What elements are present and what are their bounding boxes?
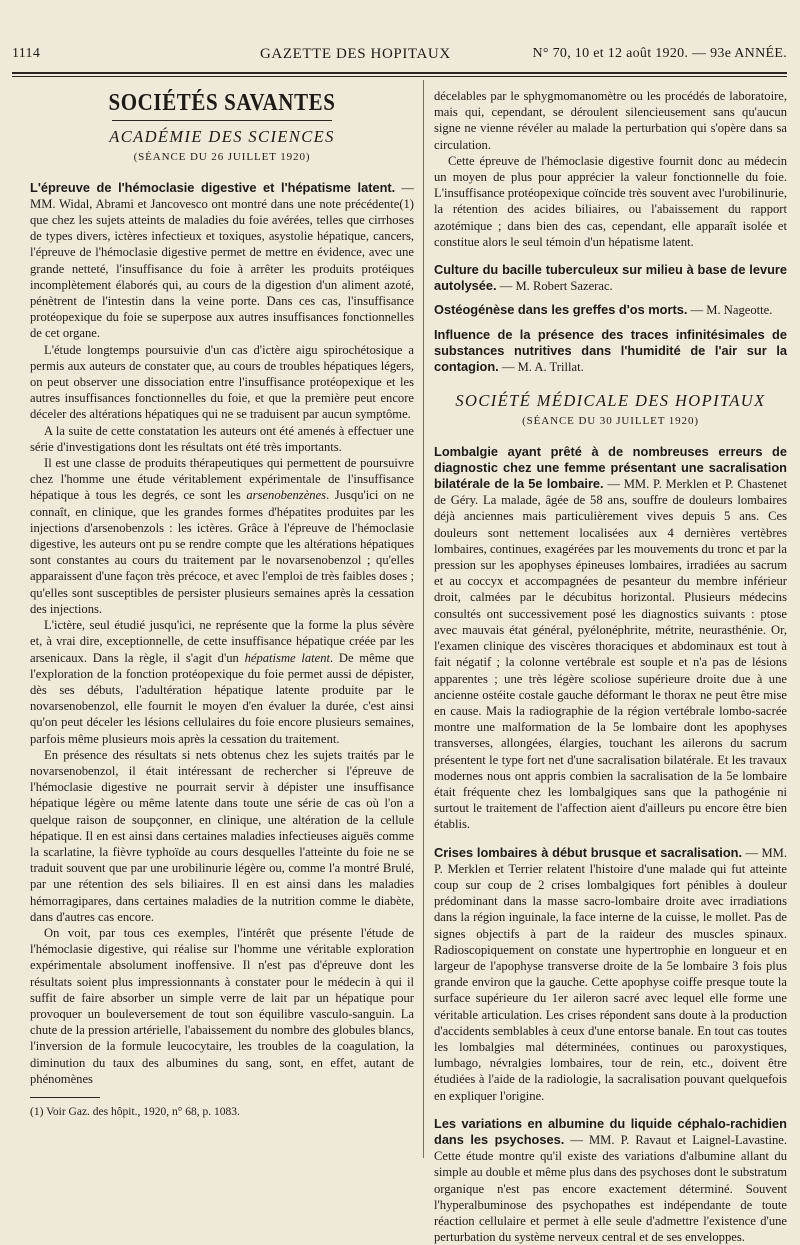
- article-hemoclasie: [30, 180, 414, 342]
- paragraph: L'étude longtemps poursuivie d'un cas d'ictère aigu spirochétosique a permis aux auteurs de constater que, au cours de troubles hépatiques légers, on peut observer une dissociation entre l'insuffisance protéopexique et les autres insuffisances fonctionnelles du foie, et que la première peut encore déceler des altérations hépatiques qui ne se traduisent par aucun symptôme.: [30, 342, 414, 422]
- footnote: (1) Voir Gaz. des hôpit., 1920, n° 68, p. 1083.: [30, 1105, 240, 1118]
- column-divider: [423, 80, 424, 1158]
- article-influence: [434, 327, 787, 376]
- article-body: — MM. P. Ravaut et Laignel-Lavastine. Cette étude montre qu'il existe des variations d'albumine allant du simple au double et même plus dans des psychoses dont le substratum organique n'est pas encore exactement déterminé. Souvent l'hyperalbuminose des psychopathes est indépendante de toute réaction cellulaire et permet à elle seule d'admettre l'existence d'une perturbation du système nerveux central et de ses enveloppes.: [434, 1132, 787, 1245]
- text-run: . De même que l'exploration de la fonction protéopexique du foie permet aussi de dépister, dès ses débuts, l'adultération hépatique latente produite par le novarsenobenzol, elle fournit le moyen d'en évaluer la durée, c'est ainsi qu'on peut déceler les lésions cellulaires du foie encore plusieurs semaines, parfois même plusieurs mois après la cessation du traitement.: [30, 650, 414, 746]
- italic-term: hépatisme latent: [244, 650, 331, 665]
- article-authors: — M. Nageotte.: [687, 303, 773, 318]
- paragraph: [30, 455, 414, 617]
- issue-info: N° 70, 10 et 12 août 1920. — 93e ANNÉE.: [532, 46, 787, 61]
- right-column: [434, 88, 787, 1245]
- text-run: Il est une classe de produits thérapeutiques qui permettent de poursuivre chez l'homme une étude véritablement expérimentale de l'insuffisance hépatique à tous les degrés, ce sont les: [30, 456, 414, 503]
- paragraph: [30, 617, 414, 747]
- paragraph: décelables par le sphygmomanomètre ou les procédés de laboratoire, mais qui, cependant, se déroulent silencieusement sans qu'aucun signe ne vienne révéler au malade la perturbation qui s'opère dans sa circulation.: [434, 89, 787, 152]
- article-body: — MM. P. Merklen et P. Chastenet de Géry. La malade, âgée de 58 ans, souffre de douleurs lombaires déjà anciennes mais particulièrement vives depuis 5 ans. Ces douleurs sont nettement localisées aux 4 dernières vertèbres lombaires, continues, exagérées par les mouvements du tronc et par la pression sur les apophyses épineuses lombaires, irradiées au sacrum et au coccyx et accompagnées de pesanteur du membre inférieur droit, calmées par le décubitus horizontal. Plusieurs médecins consultés ont successivement posé les diagnostics suivants : ptose avec mauvais état général, pyélonéphrite, métrite, neurasthénie. Or, l'examen clinique des viscères thoraciques et abdominaux est tout à fait négatif ; la colonne vertébrale est souple et n'a pas de lésions apparentes ; une très légère scoliose supérieure droite due à une ancienne ostéite costale gauche déformant le thorax ne peut être mise en cause. Mais la radiographie de la région vertébrale lombo-sacrée montre une malformation de la 5e lombaire dont les apophyses transverses, allongées, élargies, touchant les ailerons du sacrum présentent le type fort net d'une sacralisation bilatérale. Et les travaux modernes nous ont appris combien la sacralisation de la 5e lombaire était fréquente chez les lombalgiques sans que la pathogénie ni surtout le traitement de l'affection aient d'ailleurs pu encore être bien établis.: [434, 477, 787, 832]
- section-rule: [112, 120, 332, 121]
- article-crises: [434, 845, 787, 1104]
- article-title: Ostéogénèse dans les greffes d'os morts.: [434, 302, 688, 318]
- paragraph: A la suite de cette constatation les auteurs ont été amenés à effectuer une série d'investigations dont les résultats ont été très importants.: [30, 423, 414, 454]
- article-osteogenese: [434, 302, 787, 318]
- text-run: L'ictère, seul étudié jusqu'ici, ne représente que la forme la plus sévère et, à vrai dire, exceptionnelle, de cette insuffisance hépatique créée par les arsenicaux. Dans la règle, il s'agit d'un: [30, 618, 414, 665]
- journal-title: GAZETTE DES HOPITAUX: [260, 46, 451, 62]
- academie-seance: (SÉANCE DU 26 JUILLET 1920): [133, 151, 311, 164]
- text-run: . Jusqu'ici on ne connaît, en clinique, que les grandes formes d'hépatites produites par les injections d'arsenobenzols : les ictères. Grâce à l'épreuve de l'hémoclasie digestive, les auteurs ont pu se rendre compte que les altérations hépatiques sont constantes au cours du traitement par le novarsenobenzol ; qu'elles apparaissent d'une façon très précoce, et avec l'emploi de très faibles doses ; qu'elles sont susceptibles de persister plusieurs semaines après la cessation des injections.: [30, 488, 414, 616]
- article-authors: — M. Robert Sazerac.: [496, 279, 613, 294]
- article-body: — MM. P. Merklen et Terrier relatent l'histoire d'une malade qui fut atteinte coup sur coup de 2 crises lombalgiques fort pénibles à douleur prédominant dans la masse sacro-lombaire droite avec irradiations dans la région inguinale, la face interne de la cuisse, le mollet. Pas de signes objectifs à part de la raideur des muscles spinaux. Radioscopiquement on constate une hypertrophie en longueur et en largeur de l'apophyse transverse droite de la 5e lombaire 3 fois plus grande environ que la gauche. Cette apophyse coiffe presque toute la surface supérieure du 1er aileron sacré avec lequel elle forme une véritable articulation. Les crises répondent sans doute à la production d'accidents semblables à ceux d'une entorse banale. En tout cas toutes les lombalgies mal déterminées, continues ou paroxystiques, lumbago, névralgies lombaires, tour de rein, etc., doivent être étudiées à l'aide de la radiologie, la sacralisation pouvant quelquefois en expliquer l'origine.: [434, 845, 787, 1103]
- page-number: 1114: [12, 46, 41, 61]
- footnote-rule: [30, 1097, 100, 1098]
- article-culture: [434, 262, 787, 294]
- article-title: Les variations en albumine du liquide céphalo-rachidien dans les psychoses.: [434, 1115, 787, 1147]
- article-title: Lombalgie ayant prêté à de nombreuses erreurs de diagnostic chez une femme présentant une sacralisation bilatérale de la 5e lombaire.: [434, 443, 787, 492]
- article-title: Influence de la présence des traces infinitésimales de substances nutritives dans l'humidité de l'air sur la contagion.: [434, 326, 787, 375]
- left-column: [30, 88, 414, 1158]
- paragraph: Cette épreuve de l'hémoclasie digestive fournit donc au médecin un moyen de plus pour apprécier la valeur fonctionnelle du foie. L'insuffisance protéopexique coïncide très souvent avec l'urobilinurie, la rétention des acides biliaires, ou l'abaissement du rapport azotémique ; dans bien des cas, cependant, elle apparaît isolée et constitue alors le seul témoin d'un hépatisme latent.: [434, 153, 787, 249]
- article-albumine: [434, 1116, 787, 1245]
- article-title: L'épreuve de l'hémoclasie digestive et l'hépatisme latent.: [30, 179, 396, 195]
- societe-seance: (SÉANCE DU 30 JUILLET 1920): [522, 415, 699, 428]
- article-title: Culture du bacille tuberculeux sur milieu à base de levure autolysée.: [434, 262, 787, 294]
- article-authors: — M. A. Trillat.: [498, 360, 584, 375]
- paragraph: On voit, par tous ces exemples, l'intérêt que présente l'étude de l'hémoclasie digestive, qui réalise sur l'homme une véritable exploration expérimentale absolument inoffensive. Il n'est pas d'épreuve dont les résultats soient plus impressionnants à constater pour le médecin à qui il suffit de faire absorber un simple verre de lait par un hépatique pour provoquer un bouleversement de tout son équilibre vasculo-sanguin. La chute de la pression artérielle, l'abaissement du nombre des globules blancs, l'inversion de la formule leucocytaire, les troubles de la coagulation, la diminution du taux des albumines du sang, sont, en effet, autant de phénomènes: [30, 925, 414, 1086]
- societe-heading: SOCIÉTÉ MÉDICALE DES HOPITAUX: [455, 391, 766, 411]
- academie-heading: ACADÉMIE DES SCIENCES: [109, 127, 335, 147]
- article-lombalgie: [434, 444, 787, 833]
- running-header: [12, 46, 787, 70]
- article-title: Crises lombaires à début brusque et sacralisation.: [434, 844, 743, 860]
- header-rule-thin: [12, 76, 787, 77]
- article-lead: — MM. Widal, Abrami et Jancovesco ont montré dans une note précédente(1) que chez les sujets atteints de maladies du foie avérées, telles que cirrhoses de types divers, ictères infectieux et toxiques, asystolie hépatique, cancers, l'épreuve de l'hémoclasie digestive permet de mettre en évidence, avec une grande netteté, l'insuffisance du foie à arrêter les produits protéiques incomplètement élaborés qui, au cours de la digestion d'un aliment azoté, pénètrent de l'intestin dans la veine porte. Dans ces cas, l'insuffisance protéopexique du foie se superpose aux autres insuffisances fonctionnelles de cet organe.: [30, 180, 414, 341]
- paragraph: En présence des résultats si nets obtenus chez les sujets traités par le novarsenobenzol, il était intéressant de rechercher si l'épreuve de l'hémoclasie digestive ne pourrait servir à dépister une insuffisance hépatique légère ou même latente dans toute une série de cas où l'on a quelque raison de soupçonner, en clinique, une altération de la cellule hépatique. Il en est ainsi dans certaines maladies infectieuses aiguës comme la scarlatine, la fièvre typhoïde au cours desquelles l'atteinte du foie ne se traduit souvent que par une urobilinurie légère ou, comme l'a montré Brulé, par une rétention des sels biliaires. Il en est ainsi dans les maladies hémorragipares, dans certaines maladies de la nutrition comme le diabète, dans d'autres cas encore.: [30, 747, 414, 924]
- section-title: SOCIÉTÉS SAVANTES: [108, 88, 336, 116]
- italic-term: arsenobenzènes: [246, 488, 327, 503]
- header-rule: [12, 72, 787, 74]
